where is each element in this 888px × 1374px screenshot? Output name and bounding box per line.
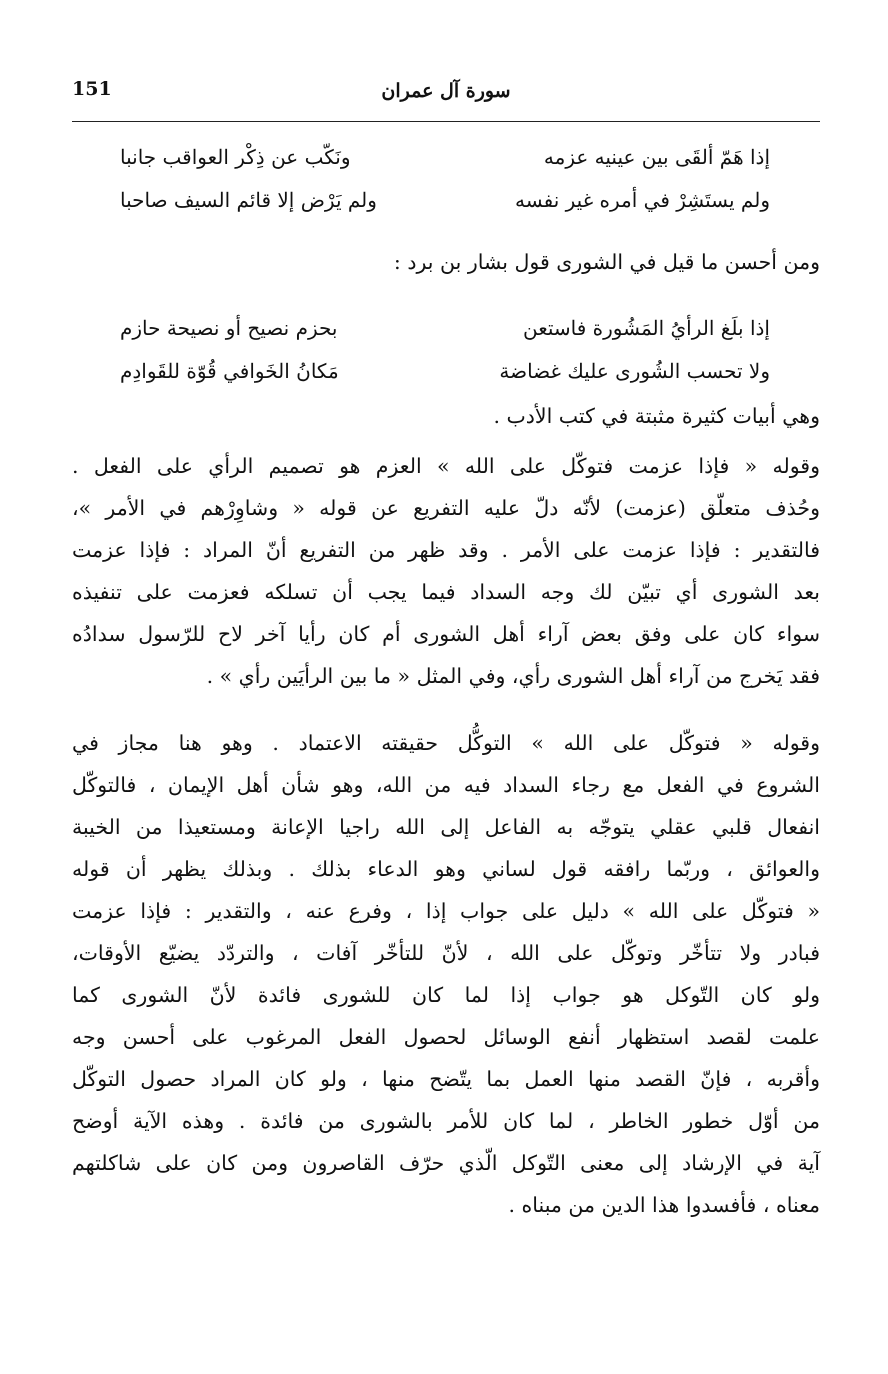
page-number: 151	[72, 78, 112, 100]
paragraph-line: والعوائق ، وربّما رافقه قول لساني وهو الدعاء بذلك . وبذلك يظهر أن قوله	[72, 857, 820, 881]
paragraph-line: ولو كان التّوكل هو جواب إذا لما كان للشورى فائدة لأنّ الشورى كما	[72, 983, 820, 1007]
verse-line	[120, 135, 770, 178]
verse-first-hemistich: إذا بلَغ الرأيُ المَشُورة فاستعن	[522, 315, 770, 340]
paragraph-line: علمت لقصد استظهار أنفع الوسائل لحصول الفعل المرغوب على أحسن وجه	[72, 1025, 820, 1049]
poem-block-2	[120, 306, 770, 392]
paragraph-line: سواء كان على وفق بعض آراء أهل الشورى أم كان رأيا آخر لاح للرّسول سدادُه	[72, 622, 820, 646]
paragraph-line: انفعال قلبي عقلي يتوجّه به الفاعل إلى الله راجيا الإعانة ومستعيذا من الخيبة	[72, 815, 820, 839]
paragraph-line: من أوّل خطور الخاطر ، لما كان للأمر بالشورى من فائدة . وهذه الآية أوضح	[72, 1109, 820, 1133]
verse-first-hemistich: ولم يستَشِرْ في أمره غير نفسه	[515, 187, 770, 212]
paragraph-line: وقوله « فإذا عزمت فتوكّل على الله » العزم هو تصميم الرأي على الفعل .	[72, 454, 820, 478]
surah-title: سورة آل عمران	[381, 80, 511, 102]
paragraph-line: فبادر ولا تتأخّر وتوكّل على الله ، لأنّ للتأخّر آفات ، والتردّد يضيّع الأوقات،	[72, 941, 820, 965]
paragraph-line: آية في الإرشاد إلى معنى التّوكل الّذي حرّف القاصرون ومن كان على شاكلتهم	[72, 1151, 820, 1175]
verse-second-hemistich: بحزم نصيح أو نصيحة حازم	[120, 315, 338, 340]
closing-line: وهي أبيات كثيرة مثبتة في كتب الأدب .	[493, 404, 820, 428]
verse-second-hemistich: مَكانُ الخَوافي قُوّة للقَوادِم	[120, 358, 339, 383]
header-divider	[72, 121, 820, 122]
poem-block-1	[120, 135, 770, 221]
verse-first-hemistich: إذا هَمّ ألقَى بين عينيه عزمه	[543, 144, 770, 169]
verse-second-hemistich: ولم يَرْض إلا قائم السيف صاحبا	[120, 187, 377, 212]
paragraph-line: وقوله « فتوكّل على الله » التوكُّل حقيقته الاعتماد . وهو هنا مجاز في	[72, 731, 820, 755]
verse-line	[120, 306, 770, 349]
verse-line	[120, 349, 770, 392]
paragraph-line: الشروع في الفعل مع رجاء السداد فيه من الله، وهو شأن أهل الإيمان ، فالتوكّل	[72, 773, 820, 797]
page-header	[72, 78, 820, 112]
paragraph-line: معناه ، فأفسدوا هذا الدين من مبناه .	[508, 1193, 820, 1217]
paragraph-line: « فتوكّل على الله » دليل على جواب إذا ، وفرع عنه ، والتقدير : فإذا عزمت	[72, 899, 820, 923]
paragraph-line: وحُذف متعلّق (عزمت) لأنّه دلّ عليه التفريع عن قوله « وشاوِرْهم في الأمر »،	[72, 496, 820, 520]
intro-line: ومن أحسن ما قيل في الشورى قول بشار بن برد :	[393, 250, 820, 274]
paragraph-line: وأقربه ، فإنّ القصد منها العمل بما يتّضح منها ، ولو كان المراد حصول التوكّل	[72, 1067, 820, 1091]
verse-second-hemistich: ونَكّب عن ذِكْر العواقب جانبا	[120, 144, 351, 169]
verse-first-hemistich: ولا تحسب الشُورى عليك غضاضة	[499, 358, 770, 383]
paragraph-line: بعد الشورى أي تبيّن لك وجه السداد فيما يجب أن تسلكه فعزمت على تنفيذه	[72, 580, 820, 604]
paragraph-line: فقد يَخرج من آراء أهل الشورى رأي، وفي المثل « ما بين الرأيَين رأي » .	[206, 664, 820, 688]
paragraph-line: فالتقدير : فإذا عزمت على الأمر . وقد ظهر من التفريع أنّ المراد : فإذا عزمت	[72, 538, 820, 562]
verse-line	[120, 178, 770, 221]
